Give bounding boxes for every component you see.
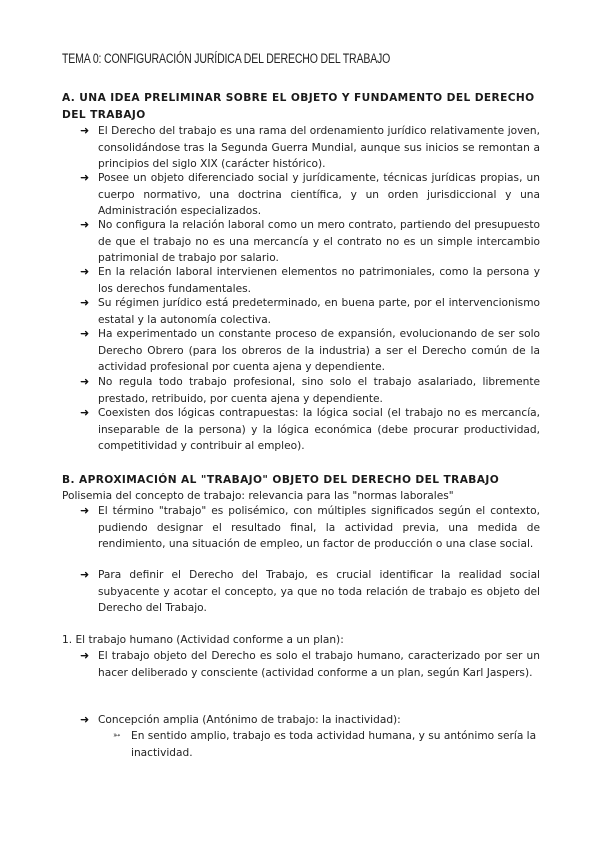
list-item bbox=[80, 374, 540, 407]
list-item-text: El trabajo objeto del Derecho es solo el trabajo humano, caracterizado por ser un hacer deliberado y consciente (actividad conforme a un plan, según Karl Jaspers). bbox=[98, 650, 540, 679]
list-item-text: Para definir el Derecho del Trabajo, es crucial identificar la realidad social subyacente y acotar el concepto, ya que no toda relación de trabajo es objeto del Derecho del Trabajo. bbox=[98, 569, 540, 614]
arrow-icon: ➜ bbox=[80, 649, 90, 662]
list-item-text: En la relación laboral intervienen elementos no patrimoniales, como la persona y los derechos fundamentales. bbox=[98, 266, 540, 295]
arrow-icon: ➜ bbox=[80, 265, 90, 278]
sub-arrow-icon: ➳ bbox=[113, 731, 121, 741]
list-item-text: Posee un objeto diferenciado social y jurídicamente, técnicas jurídicas propias, un cuerpo normativo, una doctrina científica, y un orden jurisdiccional y una Administración especializados. bbox=[98, 172, 540, 217]
list-item bbox=[80, 712, 540, 729]
list-item bbox=[80, 170, 540, 220]
section-b-heading: B. APROXIMACIÓN AL "TRABAJO" OBJETO DEL DERECHO DEL TRABAJO bbox=[62, 474, 500, 486]
list-item bbox=[80, 648, 540, 681]
list-item-text: Coexisten dos lógicas contrapuestas: la lógica social (el trabajo no es mercancía, inseparable de la persona) y la lógica económica (debe procurar productividad, competitividad y contribuir al empleo). bbox=[98, 407, 540, 452]
list-item-text: El término "trabajo" es polisémico, con múltiples significados según el contexto, pudiendo designar el resultado final, la actividad previa, una medida de rendimiento, una situación de empleo, un factor de producción o una clase social. bbox=[98, 505, 540, 550]
list-item bbox=[80, 295, 540, 328]
arrow-icon: ➜ bbox=[80, 406, 90, 419]
list-item bbox=[80, 326, 540, 376]
arrow-icon: ➜ bbox=[80, 568, 90, 581]
arrow-icon: ➜ bbox=[80, 218, 90, 231]
concept-heading: Concepción amplia (Antónimo de trabajo: la inactividad): bbox=[98, 714, 401, 726]
arrow-icon: ➜ bbox=[80, 713, 90, 726]
list-item-text: Su régimen jurídico está predeterminado, en buena parte, por el intervencionismo estatal y la autonomía colectiva. bbox=[98, 297, 540, 326]
page-title: TEMA 0: CONFIGURACIÓN JURÍDICA DEL DERECHO DEL TRABAJO bbox=[62, 51, 391, 66]
list-item bbox=[80, 503, 540, 553]
list-item bbox=[80, 123, 540, 173]
section-a-heading: A. UNA IDEA PRELIMINAR SOBRE EL OBJETO Y FUNDAMENTO DEL DERECHO DEL TRABAJO bbox=[62, 92, 535, 121]
arrow-icon: ➜ bbox=[80, 296, 90, 309]
section-b-intro: Polisemia del concepto de trabajo: relevancia para las "normas laborales" bbox=[62, 490, 454, 502]
arrow-icon: ➜ bbox=[80, 504, 90, 517]
list-item-text: No configura la relación laboral como un mero contrato, partiendo del presupuesto de que el trabajo no es una mercancía y el contrato no es un simple intercambio patrimonial de trabajo por salario. bbox=[98, 219, 540, 264]
sub-list-item bbox=[113, 728, 540, 761]
list-item-text: El Derecho del trabajo es una rama del ordenamiento jurídico relativamente joven, consolidándose tras la Segunda Guerra Mundial, aunque sus inicios se remontan a principios del siglo XIX (carácter histórico). bbox=[98, 125, 540, 170]
arrow-icon: ➜ bbox=[80, 327, 90, 340]
list-item bbox=[80, 567, 540, 617]
list-item-text: Ha experimentado un constante proceso de expansión, evolucionando de ser solo Derecho Obrero (para los obreros de la industria) a ser el Derecho común de la actividad profesional por cuenta ajena y dependiente. bbox=[98, 328, 540, 373]
sub-list-item-text: En sentido amplio, trabajo es toda actividad humana, y su antónimo sería la inactividad. bbox=[131, 730, 537, 759]
section-1-heading: 1. El trabajo humano (Actividad conforme a un plan): bbox=[62, 634, 344, 646]
arrow-icon: ➜ bbox=[80, 375, 90, 388]
list-item bbox=[80, 217, 540, 267]
arrow-icon: ➜ bbox=[80, 124, 90, 137]
list-item bbox=[80, 264, 540, 297]
list-item bbox=[80, 405, 540, 455]
arrow-icon: ➜ bbox=[80, 171, 90, 184]
list-item-text: No regula todo trabajo profesional, sino solo el trabajo asalariado, libremente prestado, retribuido, por cuenta ajena y dependiente. bbox=[98, 376, 540, 405]
